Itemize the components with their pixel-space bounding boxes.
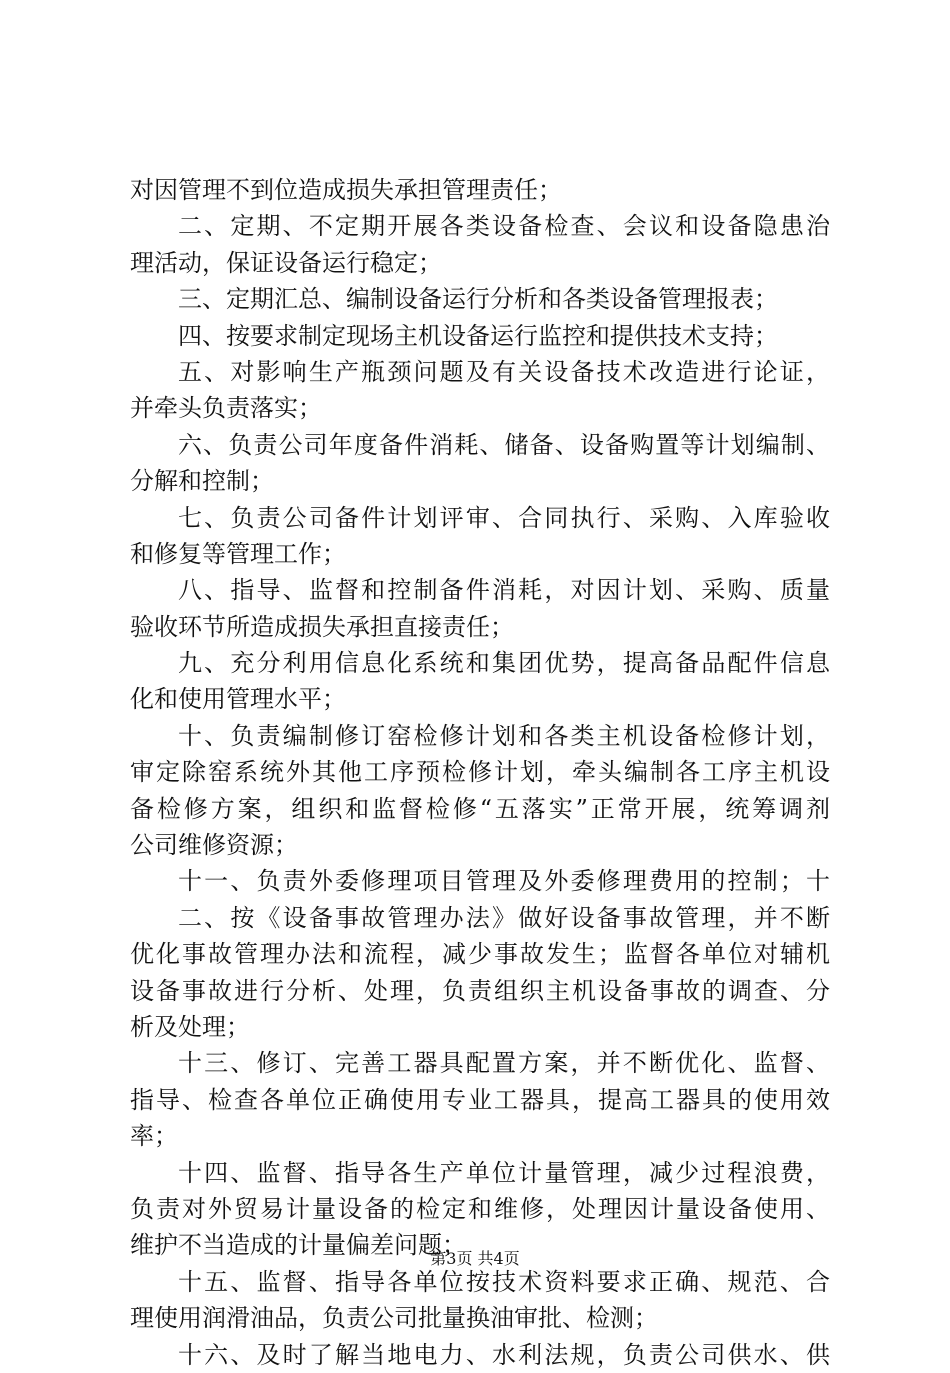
document-line: 并牵头负责落实；	[130, 394, 322, 423]
document-line: 优化事故管理办法和流程，减少事故发生；监督各单位对辅机	[130, 940, 830, 969]
document-line: 十、负责编制修订窑检修计划和各类主机设备检修计划，	[178, 721, 830, 750]
page-footer: 第3页 共4页	[430, 1249, 520, 1268]
document-line: 率；	[130, 1122, 178, 1151]
document-line: 七、负责公司备件计划评审、合同执行、采购、入库验收	[178, 503, 830, 532]
document-line: 十三、修订、完善工器具配置方案，并不断优化、监督、	[178, 1049, 830, 1078]
document-line: 理活动，保证设备运行稳定；	[130, 248, 442, 277]
document-line: 十六、及时了解当地电力、水利法规，负责公司供水、供	[178, 1340, 830, 1369]
document-line: 九、充分利用信息化系统和集团优势，提高备品配件信息	[178, 649, 830, 678]
document-body	[130, 172, 830, 1373]
document-line: 备检修方案，组织和监督检修“五落实”正常开展，统筹调剂	[130, 794, 830, 823]
document-line: 指导、检查各单位正确使用专业工器具，提高工器具的使用效	[130, 1085, 830, 1114]
document-line: 六、负责公司年度备件消耗、储备、设备购置等计划编制、	[178, 430, 830, 459]
document-line: 理使用润滑油品，负责公司批量换油审批、检测；	[130, 1304, 658, 1333]
document-line: 二、定期、不定期开展各类设备检查、会议和设备隐患治	[178, 212, 830, 241]
document-line: 审定除窑系统外其他工序预检修计划，牵头编制各工序主机设	[130, 758, 830, 787]
document-line: 对因管理不到位造成损失承担管理责任；	[130, 176, 562, 204]
document-line: 设备事故进行分析、处理，负责组织主机设备事故的调查、分	[130, 976, 830, 1005]
document-line: 析及处理；	[130, 1012, 250, 1041]
document-line: 和修复等管理工作；	[130, 539, 346, 568]
document-line: 二、按《设备事故管理办法》做好设备事故管理，并不断	[178, 903, 830, 932]
document-line: 验收环节所造成损失承担直接责任；	[130, 612, 514, 641]
document-line: 八、指导、监督和控制备件消耗，对因计划、采购、质量	[178, 576, 830, 605]
document-line: 维护不当造成的计量偏差问题；	[130, 1231, 466, 1260]
document-line: 十五、监督、指导各单位按技术资料要求正确、规范、合	[178, 1267, 830, 1296]
document-line: 三、定期汇总、编制设备运行分析和各类设备管理报表；	[178, 285, 778, 314]
document-line: 四、按要求制定现场主机设备运行监控和提供技术支持；	[178, 321, 778, 350]
document-line: 分解和控制；	[130, 467, 274, 496]
document-line: 公司维修资源；	[130, 831, 298, 860]
document-line: 十一、负责外委修理项目管理及外委修理费用的控制；十	[178, 867, 830, 896]
document-line: 负责对外贸易计量设备的检定和维修，处理因计量设备使用、	[130, 1194, 830, 1223]
document-line: 化和使用管理水平；	[130, 685, 346, 714]
document-line: 十四、监督、指导各生产单位计量管理，减少过程浪费，	[178, 1158, 830, 1187]
document-line: 五、对影响生产瓶颈问题及有关设备技术改造进行论证，	[178, 357, 830, 386]
